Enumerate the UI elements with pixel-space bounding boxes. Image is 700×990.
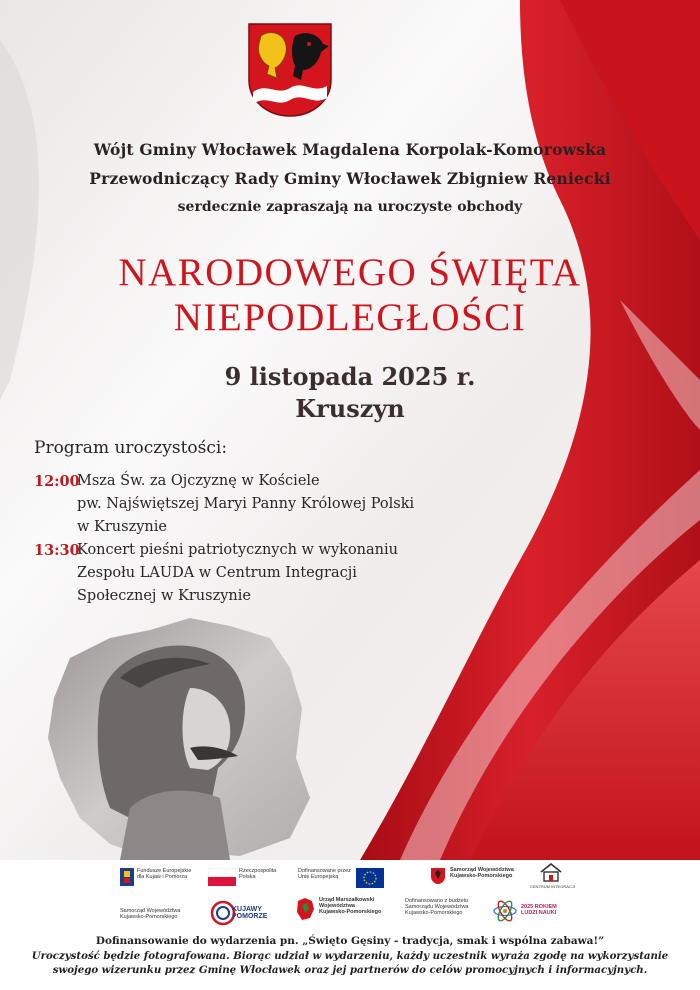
logo-rp-text: Rzeczpospolita Polska [239,868,277,880]
logo-kujawy-text: KUJAWY POMORZE [232,906,268,920]
portrait-in-poland-map [40,608,340,860]
funding-note: Dofinansowanie do wydarzenia pn. „Święto Gęsiny - tradycja, smak i wspólna zabawa!” [95,935,605,947]
program-item-line: Koncert pieśni patriotycznych w wykonaniu [77,542,398,558]
logo-rzeczpospolita [208,868,288,892]
logo-urzad-text: Urząd Marszałkowski Województwa Kujawsko-Pomorskiego [319,897,382,915]
program-item-line: Zespołu LAUDA w Centrum Integracji [77,565,357,581]
logo-kujawy-pomorze [210,898,280,930]
program-item-description [77,470,517,539]
program-item-time: 13:30 [34,542,80,559]
region-map-icon [295,897,315,921]
event-date: 9 listopada 2025 r. [224,362,476,391]
event-place: Kruszyn [295,394,405,423]
program-item-line: Społecznej w Kruszynie [77,588,251,604]
logo-ue-text: Dofinansowane przez Unię Europejską [298,868,351,880]
program-item-line: pw. Najświętszej Maryi Panny Królowej Polski [77,496,415,512]
program-item-time: 12:00 [34,473,80,490]
logo-nauki-text: 2025 ROKIEM LUDZI NAUKI [521,904,557,916]
logo-fe-text: Fundusze Europejskie dla Kujaw i Pomorza [137,868,192,880]
invitation-line: serdecznie zapraszają na uroczyste obchody [177,199,523,215]
atom-icon [492,898,518,924]
fe-flag-icon [120,868,134,886]
logo-samorzad-kp-2 [120,908,200,928]
polish-flag-icon [208,868,236,886]
logo-samorzad-kp [430,867,520,889]
logo-fundusze-europejskie [120,868,215,888]
logo-swkp-text: Samorząd Województwa Kujawsko-Pomorskiego [450,867,514,879]
host-line-przewodniczacy: Przewodniczący Rady Gminy Włocławek Zbigniew Reniecki [89,169,611,188]
host-line-wojt: Wójt Gminy Włocławek Magdalena Korpolak-Komorowska [93,140,607,159]
event-title-line-2: NIEPODLEGŁOŚCI [173,296,527,339]
logo-budzet-samorzadu [405,898,487,922]
logo-cis-text: CENTRUM INTEGRACJI [530,884,575,889]
kp-shield-icon [430,867,446,885]
logo-unia-europejska [298,868,388,892]
logo-budzet-text: Dofinansowano z budżetu Samorządu Województwa Kujawsko-Pomorskiego [405,898,469,916]
program-item-line: w Kruszynie [77,519,167,535]
program-item-line: Msza Św. za Ojczyznę w Kościele [77,473,320,489]
event-title-line-1: NARODOWEGO ŚWIĘTA [118,251,582,294]
logo-swkp2-text: Samorząd Województwa Kujawsko-Pomorskiego [120,908,181,920]
logo-rok-ludzi-nauki [492,898,562,926]
logo-centrum-integracji [530,862,575,892]
eu-flag-icon [356,868,384,888]
coat-of-arms-emblem [247,22,333,118]
program-item-description [77,539,517,608]
photo-consent-line-2: swojego wizerunku przez Gminę Włocławek oraz jej partnerów do celów promocyjnych i informacyjnych. [52,964,648,976]
house-icon [538,862,564,882]
photo-consent-line-1: Uroczystość będzie fotografowana. Biorąc udział w wydarzeniu, każdy uczestnik wyraża zgodę na wykorzystanie [31,950,669,962]
program-heading: Program uroczystości: [34,438,228,458]
logo-urzad-marszalkowski [295,897,390,927]
